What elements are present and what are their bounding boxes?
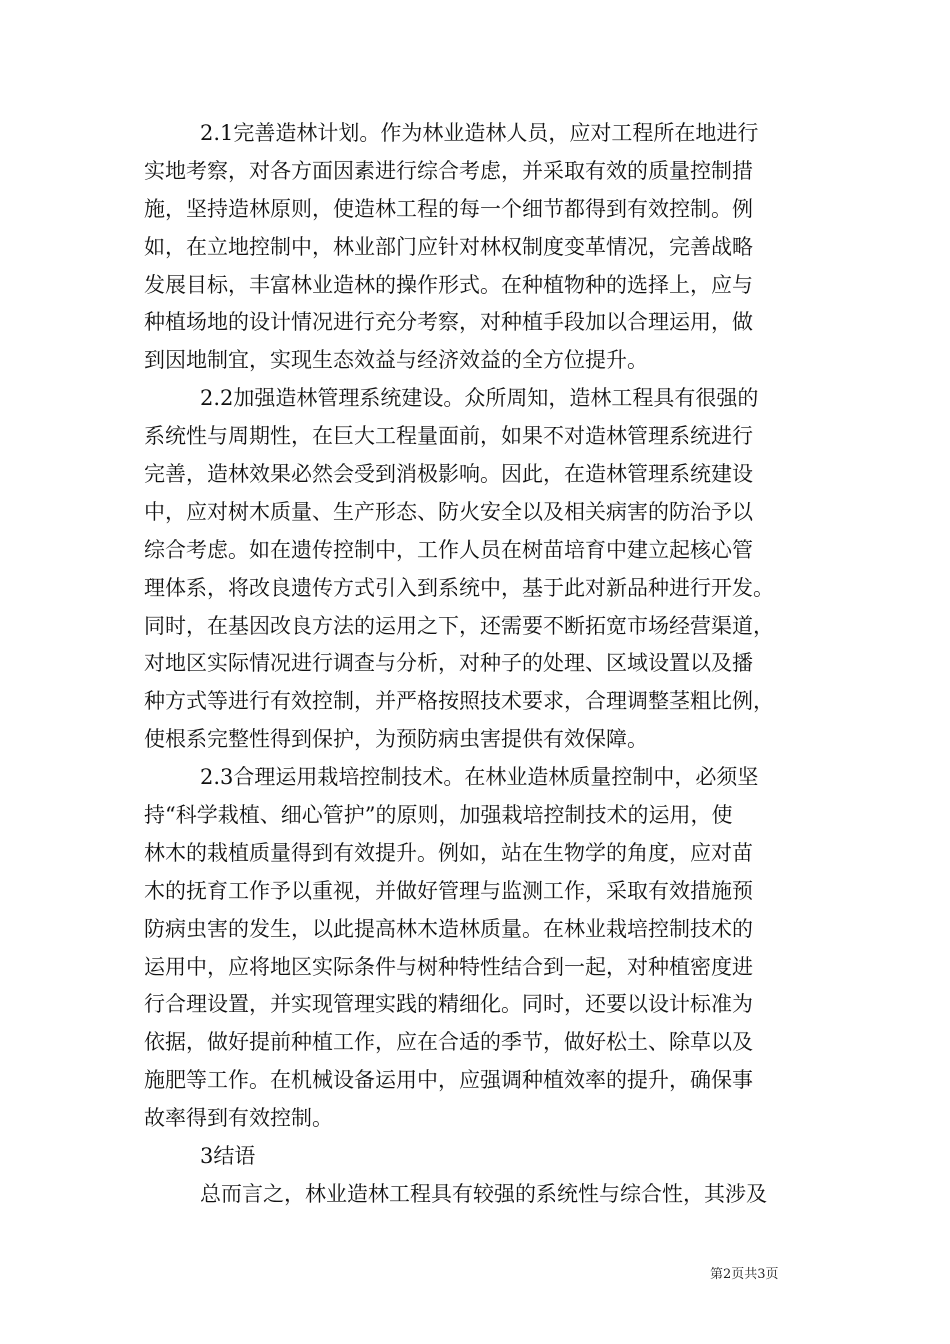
page-number-footer: 第2页共3页 xyxy=(710,1267,779,1282)
paragraph-2-2-line-4: 中，应对树木质量、生产形态、防火安全以及相关病害的防治予以 xyxy=(144,499,753,524)
paragraph-2-2-line-10: 使根系完整性得到保护，为预防病虫害提供有效保障。 xyxy=(144,727,648,752)
paragraph-2-2-line-7: 同时，在基因改良方法的运用之下，还需要不断拓宽市场经营渠道， xyxy=(144,613,774,638)
paragraph-2-3-line-3: 林木的栽植质量得到有效提升。例如，站在生物学的角度，应对苗 xyxy=(144,840,753,865)
paragraph-2-1-line-4: 如，在立地控制中，林业部门应针对林权制度变革情况，完善战略 xyxy=(144,234,753,259)
section-3-heading: 3结语 xyxy=(200,1144,256,1169)
paragraph-2-3-line-1: 2.3合理运用栽培控制技术。在林业造林质量控制中，必须坚 xyxy=(200,765,759,790)
paragraph-2-2-line-2: 系统性与周期性，在巨大工程量面前，如果不对造林管理系统进行 xyxy=(144,424,753,449)
paragraph-2-2-line-9: 种方式等进行有效控制，并严格按照技术要求，合理调整茎粗比例， xyxy=(144,689,774,714)
paragraph-2-2-line-8: 对地区实际情况进行调查与分析，对种子的处理、区域设置以及播 xyxy=(144,651,753,676)
paragraph-2-3-line-4: 木的抚育工作予以重视，并做好管理与监测工作，采取有效措施预 xyxy=(144,878,753,903)
paragraph-2-1-line-7: 到因地制宜，实现生态效益与经济效益的全方位提升。 xyxy=(144,348,648,373)
paragraph-2-1-line-3: 施，坚持造林原则，使造林工程的每一个细节都得到有效控制。例 xyxy=(144,196,753,221)
paragraph-2-1-line-6: 种植场地的设计情况进行充分考察，对种植手段加以合理运用，做 xyxy=(144,310,753,335)
paragraph-2-1-line-5: 发展目标，丰富林业造林的操作形式。在种植物种的选择上，应与 xyxy=(144,272,753,297)
paragraph-2-1-line-2: 实地考察，对各方面因素进行综合考虑，并采取有效的质量控制措 xyxy=(144,158,753,183)
paragraph-2-3-line-5: 防病虫害的发生，以此提高林木造林质量。在林业栽培控制技术的 xyxy=(144,916,753,941)
paragraph-2-3-line-8: 依据，做好提前种植工作，应在合适的季节，做好松土、除草以及 xyxy=(144,1030,753,1055)
paragraph-2-3-line-6: 运用中，应将地区实际条件与树种特性结合到一起，对种植密度进 xyxy=(144,954,753,979)
paragraph-2-3-line-7: 行合理设置，并实现管理实践的精细化。同时，还要以设计标准为 xyxy=(144,992,753,1017)
paragraph-2-3-line-9: 施肥等工作。在机械设备运用中，应强调种植效率的提升，确保事 xyxy=(144,1068,753,1093)
paragraph-2-2-line-3: 完善，造林效果必然会受到消极影响。因此，在造林管理系统建设 xyxy=(144,462,753,487)
paragraph-2-1-line-1: 2.1完善造林计划。作为林业造林人员，应对工程所在地进行 xyxy=(200,121,759,145)
paragraph-2-2-line-6: 理体系，将改良遗传方式引入到系统中，基于此对新品种进行开发。 xyxy=(144,575,774,600)
paragraph-2-3-line-10: 故率得到有效控制。 xyxy=(144,1106,333,1131)
paragraph-2-2-line-5: 综合考虑。如在遗传控制中，工作人员在树苗培育中建立起核心管 xyxy=(144,537,753,562)
paragraph-2-3-line-2: 持“科学栽植、细心管护”的原则，加强栽培控制技术的运用，使 xyxy=(144,803,733,828)
conclusion-line-1: 总而言之，林业造林工程具有较强的系统性与综合性，其涉及 xyxy=(200,1181,767,1206)
document-body xyxy=(144,115,814,1214)
paragraph-2-2-line-1: 2.2加强造林管理系统建设。众所周知，造林工程具有很强的 xyxy=(200,386,759,411)
